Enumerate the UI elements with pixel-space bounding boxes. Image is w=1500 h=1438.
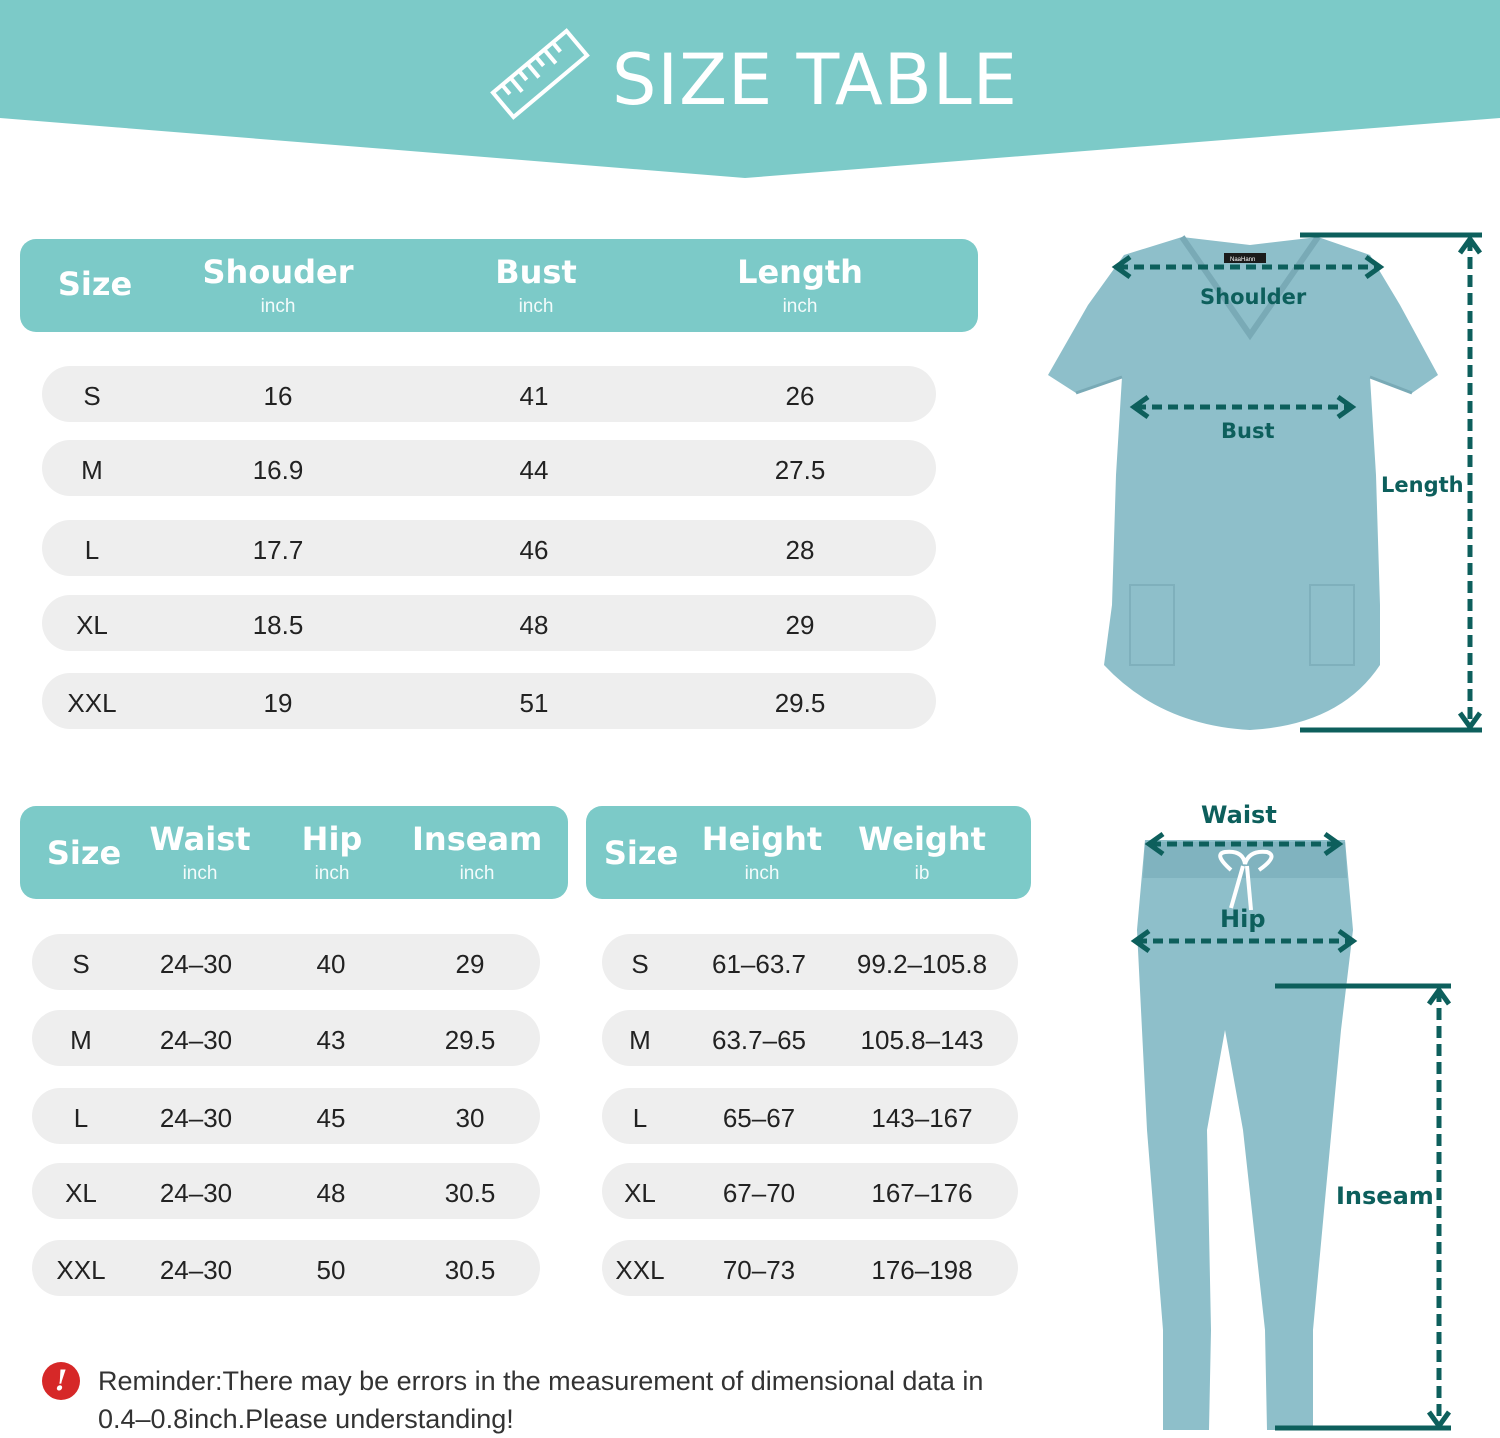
- cell-inseam: 30.5: [444, 1178, 496, 1208]
- header-unit: inch: [459, 863, 495, 884]
- header-label: Bust: [495, 253, 577, 291]
- exclamation-icon: !: [42, 1362, 80, 1400]
- header-waist: [138, 819, 262, 885]
- table-row: [42, 520, 936, 576]
- header-length: [695, 252, 905, 318]
- cell-size: L: [84, 535, 100, 565]
- cell-bust: 46: [519, 535, 549, 565]
- cell-size: L: [632, 1103, 648, 1133]
- cell-weight: 167–176: [871, 1178, 973, 1208]
- cell-bust: 48: [519, 610, 549, 640]
- cell-size: XXL: [67, 688, 117, 718]
- table-row: [32, 1010, 540, 1066]
- table-row: [42, 366, 936, 422]
- header-label: Shouder: [202, 253, 354, 291]
- table-row: [602, 1240, 1018, 1296]
- header-unit: inch: [182, 863, 218, 884]
- cell-waist: 24–30: [159, 1178, 233, 1208]
- cell-size: XL: [76, 610, 108, 640]
- pants-table-header: [20, 806, 568, 899]
- header-size: Size: [46, 834, 122, 872]
- cell-length: 28: [785, 535, 815, 565]
- cell-waist: 24–30: [159, 1025, 233, 1055]
- cell-length: 27.5: [774, 455, 826, 485]
- cell-hip: 50: [316, 1255, 346, 1285]
- cell-size: L: [73, 1103, 89, 1133]
- garment-tag: NaaHann: [1230, 257, 1256, 263]
- cell-hip: 40: [316, 949, 346, 979]
- cell-inseam: 30.5: [444, 1255, 496, 1285]
- cell-shoulder: 16.9: [252, 455, 304, 485]
- cell-hip: 45: [316, 1103, 346, 1133]
- cell-length: 29.5: [774, 688, 826, 718]
- cell-shoulder: 17.7: [252, 535, 304, 565]
- table-row: [32, 934, 540, 990]
- table-row: [42, 440, 936, 496]
- scrub-pants-illustration: [1125, 830, 1465, 1435]
- cell-size: M: [81, 455, 103, 485]
- cell-inseam: 29: [455, 949, 485, 979]
- header-unit: inch: [782, 296, 818, 317]
- cell-hip: 43: [316, 1025, 346, 1055]
- header-unit: inch: [314, 863, 350, 884]
- cell-height: 63.7–65: [712, 1025, 806, 1055]
- waist-label: Waist: [1201, 801, 1277, 829]
- header-label: Length: [737, 253, 863, 291]
- table-row: [602, 1088, 1018, 1144]
- bust-label: Bust: [1221, 419, 1275, 443]
- table-row: [42, 673, 936, 729]
- header-bust: [436, 252, 636, 318]
- header-label: Weight: [858, 820, 986, 858]
- header-label: Hip: [301, 820, 363, 858]
- table-row: [602, 1163, 1018, 1219]
- cell-size: XL: [624, 1178, 656, 1208]
- cell-weight: 143–167: [871, 1103, 973, 1133]
- cell-bust: 41: [519, 381, 549, 411]
- cell-size: XXL: [615, 1255, 665, 1285]
- cell-waist: 24–30: [159, 1103, 233, 1133]
- top-table-header: [20, 239, 978, 332]
- table-row: [32, 1088, 540, 1144]
- table-row: [32, 1240, 540, 1296]
- header-unit: inch: [260, 296, 296, 317]
- cell-inseam: 30: [455, 1103, 485, 1133]
- header-inseam: [412, 819, 542, 885]
- cell-height: 70–73: [722, 1255, 796, 1285]
- header-unit: ib: [914, 863, 930, 884]
- reminder-text: Reminder:There may be errors in the measurement of dimensional data in 0.4–0.8inch.Please understanding!: [98, 1366, 984, 1434]
- header-label: Inseam: [412, 820, 543, 858]
- cell-waist: 24–30: [159, 1255, 233, 1285]
- inseam-label: Inseam: [1336, 1182, 1434, 1210]
- table-row: [32, 1163, 540, 1219]
- header-label: Height: [701, 820, 823, 858]
- table-row: [602, 1010, 1018, 1066]
- header-size: Size: [57, 265, 133, 303]
- cell-length: 26: [785, 381, 815, 411]
- cell-shoulder: 18.5: [252, 610, 304, 640]
- cell-height: 67–70: [722, 1178, 796, 1208]
- cell-waist: 24–30: [159, 949, 233, 979]
- table-row: [602, 934, 1018, 990]
- cell-weight: 99.2–105.8: [856, 949, 988, 979]
- page-title: SIZE TABLE: [612, 39, 1018, 121]
- cell-size: S: [83, 381, 101, 411]
- cell-size: S: [631, 949, 649, 979]
- shoulder-label: Shoulder: [1200, 285, 1307, 309]
- length-label: Length: [1381, 473, 1464, 497]
- cell-size: XL: [65, 1178, 97, 1208]
- cell-weight: 176–198: [871, 1255, 973, 1285]
- cell-height: 65–67: [722, 1103, 796, 1133]
- cell-bust: 51: [519, 688, 549, 718]
- header-label: Waist: [149, 820, 251, 858]
- cell-shoulder: 16: [263, 381, 293, 411]
- hip-label: Hip: [1220, 905, 1266, 933]
- header-height: [700, 819, 824, 885]
- header-weight: [856, 819, 988, 885]
- cell-hip: 48: [316, 1178, 346, 1208]
- cell-weight: 105.8–143: [860, 1025, 984, 1055]
- header-unit: inch: [518, 296, 554, 317]
- header-shoulder: [178, 252, 378, 318]
- cell-size: M: [70, 1025, 92, 1055]
- ruler-icon: [488, 22, 592, 126]
- header-size: Size: [603, 834, 679, 872]
- cell-bust: 44: [519, 455, 549, 485]
- cell-height: 61–63.7: [712, 949, 806, 979]
- cell-inseam: 29.5: [444, 1025, 496, 1055]
- cell-size: XXL: [56, 1255, 106, 1285]
- cell-length: 29: [785, 610, 815, 640]
- body-table-header: [586, 806, 1031, 899]
- cell-shoulder: 19: [263, 688, 293, 718]
- header-hip: [282, 819, 382, 885]
- cell-size: M: [629, 1025, 651, 1055]
- table-row: [42, 595, 936, 651]
- cell-size: S: [72, 949, 90, 979]
- header-unit: inch: [744, 863, 780, 884]
